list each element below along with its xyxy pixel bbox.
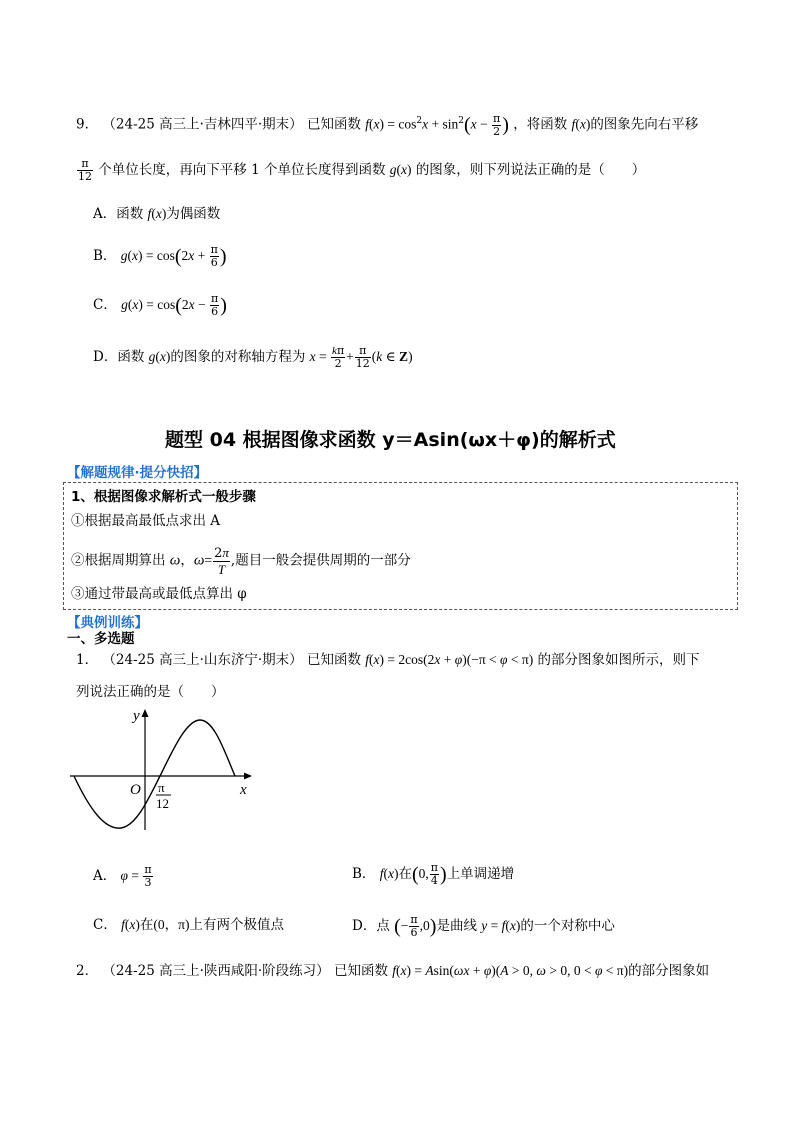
function-graph [70, 700, 260, 835]
option-c: C． g(x) = cos(2x − $\frac{\pi}{6}$ ) [93, 292, 227, 318]
q1-option-b: B． f(x)在(0, $\frac{\pi}{4}$ )上单调递增 [352, 861, 515, 887]
question-2-line1: 2． （24-25 高三上·陕西咸阳·阶段练习） 已知函数 f(x) = Asin(ωx + φ)(A > 0, ω > 0, 0 < φ < π)的部分图象如 [76, 963, 710, 979]
tip-heading: 1、根据图像求解析式一般步骤 [71, 489, 256, 505]
option-b: B． g(x) = cos(2x + $\frac{\pi}{6}$ ) [93, 243, 227, 269]
y-axis-arrow [142, 709, 149, 717]
x-label: x [240, 782, 247, 798]
option-a: A．函数 f(x)为偶函数 [93, 206, 221, 222]
option-d: D．函数 g(x)的图象的对称轴方程为 x = $\frac{k\pi}{2}$ + $\frac{\pi}{12}$ (k ∈ Z) [93, 344, 413, 370]
tip-step-3: ③通过带最高或最低点算出 φ [71, 586, 247, 602]
tick-num: π [158, 780, 165, 795]
question-source: （24-25 高三上·吉林四平·期末） [102, 116, 303, 133]
q1-option-c: C． f(x)在(0，π)上有两个极值点 [93, 917, 284, 933]
question-1-line2: 列说法正确的是（ ） [76, 684, 225, 700]
tip-tag: 【解题规律·提分快招】 [67, 465, 208, 481]
question-number: 9． [76, 116, 99, 133]
formula-f: f [365, 116, 370, 132]
subheading: 一、多选题 [67, 631, 135, 647]
x-axis-arrow [244, 773, 252, 780]
q1-option-a: A． φ = $\frac{\pi}{3}$ [93, 863, 152, 889]
q1-option-d: D．点 (− $\frac{\pi}{6}$ ,0)是曲线 y = f(x)的一个对称中心 [352, 913, 615, 939]
tick-den: 12 [156, 796, 169, 811]
question-9-line2: $\frac{\pi}{12}$ 个单位长度，再向下平移 1 个单位长度得到函数 g(x) 的图象，则下列说法正确的是（ ） [78, 157, 646, 183]
y-label: y [133, 708, 140, 724]
curve [74, 720, 235, 828]
example-tag: 【典例训练】 [67, 615, 148, 631]
tip-step-2: ②根据周期算出 ω，ω= $\frac{2\pi}{T}$ ,题目一般会提供周期的一部分 [71, 545, 411, 577]
tip-step-1: ①根据最高最低点求出 A [71, 513, 221, 529]
section-title: 题型 04 根据图像求函数 y＝Asin(ωx＋φ)的解析式 [165, 429, 616, 451]
question-1-line1: 1． （24-25 高三上·山东济宁·期末） 已知函数 f(x) = 2cos(2x + φ)(−π < φ < π) 的部分图象如图所示，则下 [76, 652, 700, 668]
origin-label: O [130, 782, 141, 798]
question-9-line1: 9． （24-25 高三上·吉林四平·期末） 已知函数 $f(x) = \cos^2x + \sin^2(x$ − $\frac{\pi}{2}$ ) ，将函数 f(x)的图象先向右平移 [76, 111, 699, 138]
